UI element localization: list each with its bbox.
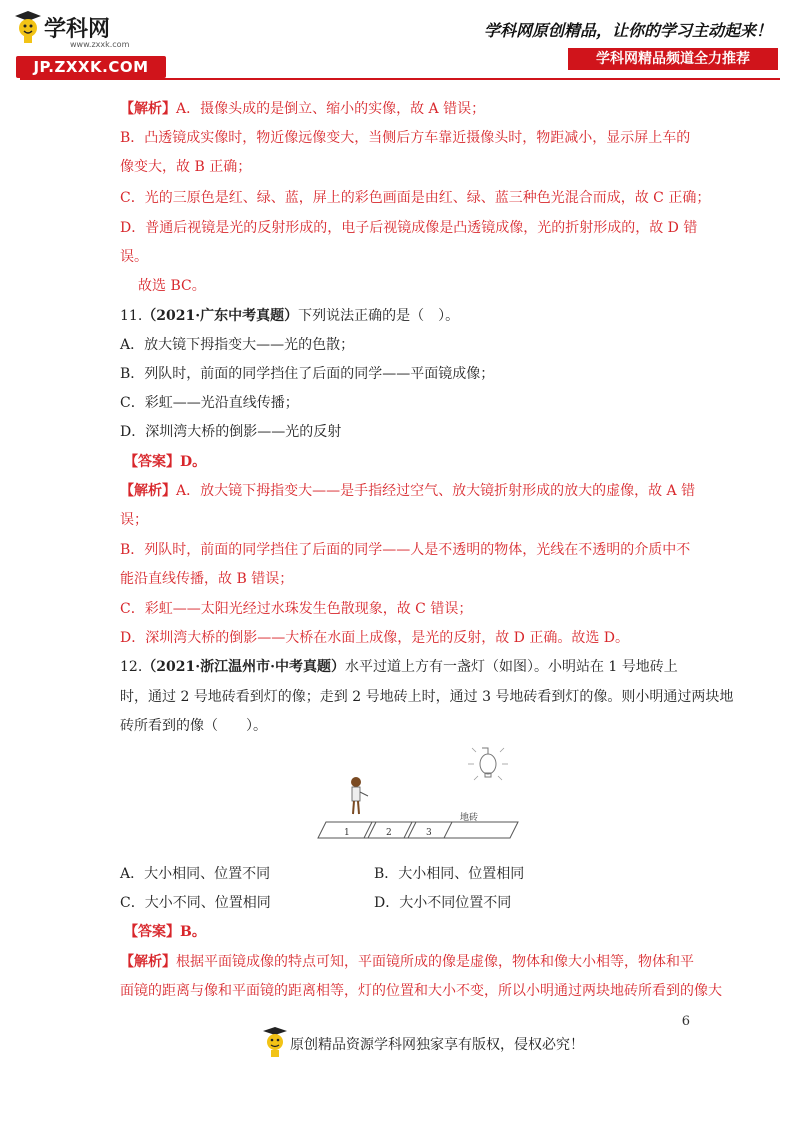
q12-option-c: C．大小不同、位置相同 [120,895,271,911]
footer-copyright: 原创精品资源学科网独家享有版权，侵权必究！ [290,1037,584,1053]
q12-stem-3: 砖所看到的像（ ）。 [120,718,267,734]
tile-label-3: 3 [426,828,432,838]
q11-option-b: B．列队时，前面的同学挡住了后面的同学——平面镜成像； [120,366,495,382]
q12-analysis-1: 【解析】根据平面镜成像的特点可知，平面镜所成的像是虚像，物体和像大小相等，物体和平 [120,954,694,970]
logo-badge: JP.ZXXK.COM [16,56,166,78]
q10-analysis-d2: 误。 [120,249,148,265]
q12-option-d: D．大小不同位置不同 [374,895,512,911]
q11-analysis-2: B．列队时，前面的同学挡住了后面的同学——人是不透明的物体，光线在不透明的介质中不 [120,542,691,558]
q12-figure [310,742,520,842]
header-slogan: 学科网原创精品，让你的学习主动起来！ [483,21,772,40]
tile-label-2: 2 [386,828,392,838]
q11-analysis-1: 误； [120,512,148,528]
q11-answer: 【答案】D。 [124,454,207,470]
logo-name: 学科网 [44,17,111,42]
header-slogan-badge: 学科网精品频道全力推荐 [568,48,778,70]
q10-conclusion: 故选 BC。 [138,278,206,294]
q12-stem-1: 12.（2021·浙江温州市·中考真题）水平过道上方有一盏灯（如图）。小明站在 1 号地砖上 [120,659,678,675]
q10-analysis-b2: 像变大，故 B 正确； [120,159,252,175]
student-figure [351,777,368,814]
q11-option-c: C．彩虹——光沿直线传播； [120,395,299,411]
q12-option-a: A．大小相同、位置不同 [120,866,271,882]
q10-analysis-a: 【解析】A．摄像头成的是倒立、缩小的实像，故 A 错误； [120,101,486,117]
q10-analysis-b1: B．凸透镜成实像时，物近像远像变大，当侧后方车靠近摄像头时，物距减小，显示屏上车的 [120,130,691,146]
page-number: 6 [681,1014,690,1029]
header-divider [20,78,780,80]
q10-analysis-c: C．光的三原色是红、绿、蓝，屏上的彩色画面是由红、绿、蓝三种色光混合而成，故 C 正确； [120,190,711,206]
lamp-icon [468,748,508,780]
mascot-icon [262,1026,288,1058]
q12-answer: 【答案】B。 [124,924,206,940]
site-logo[interactable] [12,8,162,76]
q11-analysis-0: 【解析】A．放大镜下拇指变大——是手指经过空气、放大镜折射形成的放大的虚像，故 A 错 [120,483,696,499]
q12-stem-2: 时，通过 2 号地砖看到灯的像；走到 2 号地砖上时，通过 3 号地砖看到灯的像。则小明通过两块地 [120,689,734,705]
q11-option-a: A．放大镜下拇指变大——光的色散； [120,337,355,353]
tile-label-1: 1 [344,828,350,838]
q11-analysis-3: 能沿直线传播，故 B 错误； [120,571,294,587]
q11-option-d: D．深圳湾大桥的倒影——光的反射 [120,424,342,440]
floor-tiles [318,811,518,838]
floor-label: 地砖 [460,813,479,823]
logo-url: www.zxxk.com [70,40,130,49]
q12-analysis-2: 面镜的距离与像和平面镜的距离相等，灯的位置和大小不变，所以小明通过两块地砖所看到的像大 [120,983,722,999]
q12-option-b: B．大小相同、位置相同 [374,866,525,882]
q11-analysis-5: D．深圳湾大桥的倒影——大桥在水面上成像，是光的反射，故 D 正确。故选 D。 [120,630,630,646]
q11-analysis-4: C．彩虹——太阳光经过水珠发生色散现象，故 C 错误； [120,601,473,617]
q10-analysis-d1: D．普通后视镜是光的反射形成的，电子后视镜成像是凸透镜成像，光的折射形成的，故 D 错 [120,220,698,236]
q11-stem: 11.（2021·广东中考真题）下列说法正确的是（ ）。 [120,308,460,324]
mascot-icon [14,10,42,44]
